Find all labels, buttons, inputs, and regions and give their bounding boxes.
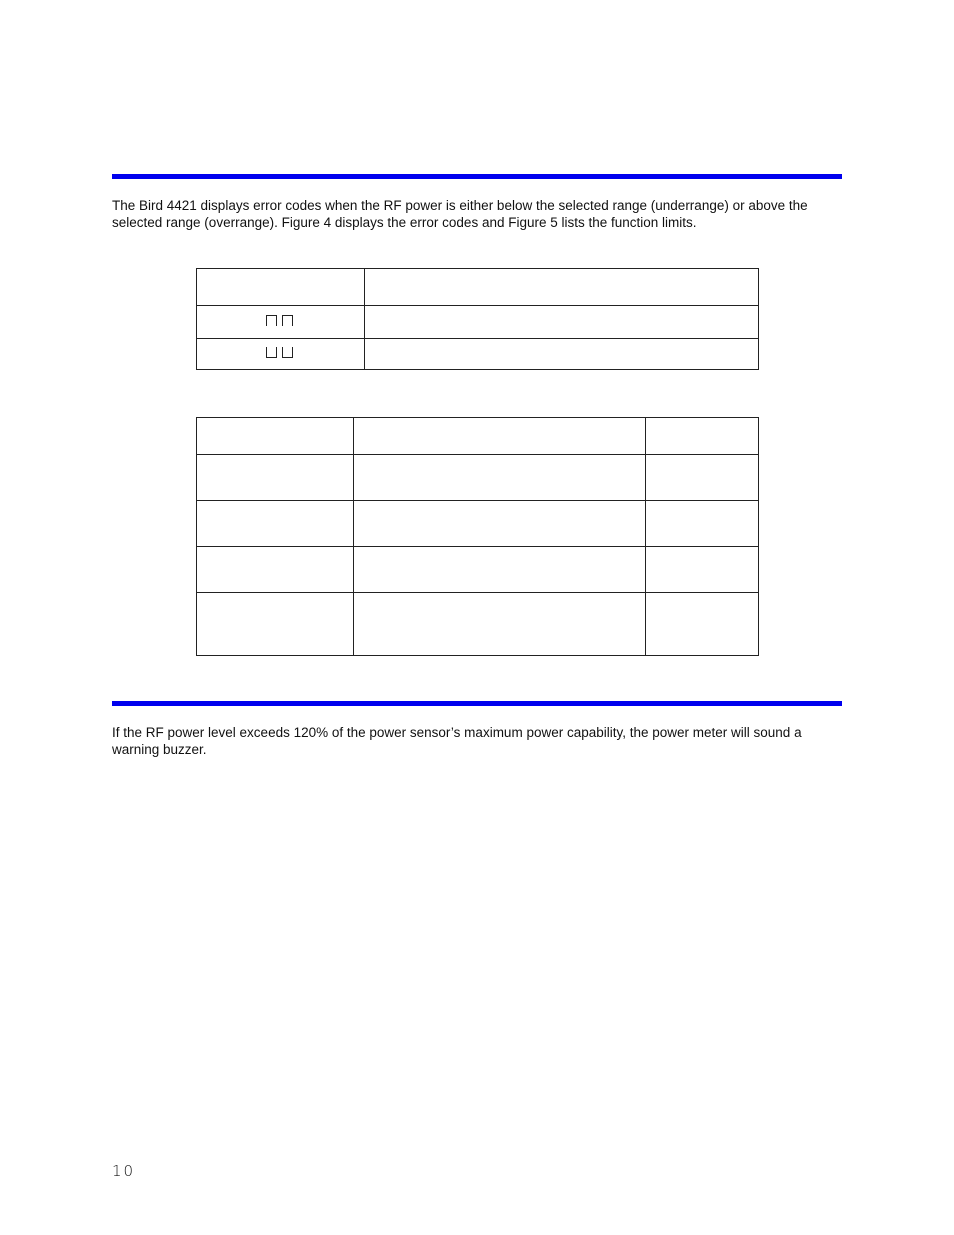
table-cell (646, 547, 759, 593)
page-number: 10 (112, 1162, 136, 1180)
code-cell (197, 339, 365, 370)
description-cell (365, 339, 759, 370)
header-cell (197, 418, 354, 455)
table-row (197, 593, 759, 656)
table-row (197, 547, 759, 593)
overrange-segment-icon (266, 315, 296, 327)
table-cell (197, 547, 354, 593)
section-rule-top (112, 174, 842, 179)
table-row (197, 501, 759, 547)
section-rule-middle (112, 701, 842, 706)
table-cell (354, 455, 646, 501)
table-cell (354, 547, 646, 593)
error-codes-paragraph: The Bird 4421 displays error codes when the RF power is either below the selected range (underrange) or above the selected range (overrange). Figure 4 displays the error codes and Figure 5 lists the function limits. (112, 198, 808, 230)
header-cell (197, 269, 365, 306)
description-cell (365, 306, 759, 339)
header-cell (365, 269, 759, 306)
table-cell (646, 593, 759, 656)
table-cell (197, 593, 354, 656)
header-cell (354, 418, 646, 455)
error-codes-table (196, 268, 759, 370)
overload-warning-paragraph: If the RF power level exceeds 120% of the power sensor’s maximum power capability, the power meter will sound a warning buzzer. (112, 725, 802, 757)
table-cell (197, 501, 354, 547)
table-row (197, 339, 759, 370)
table-cell (354, 501, 646, 547)
header-cell (646, 418, 759, 455)
table-header-row (197, 418, 759, 455)
table-row (197, 306, 759, 339)
underrange-segment-icon (266, 347, 296, 359)
table-cell (197, 455, 354, 501)
table-cell (646, 501, 759, 547)
table-row (197, 455, 759, 501)
code-cell (197, 306, 365, 339)
table-cell (646, 455, 759, 501)
table-cell (354, 593, 646, 656)
function-limits-table (196, 417, 759, 656)
table-header-row (197, 269, 759, 306)
